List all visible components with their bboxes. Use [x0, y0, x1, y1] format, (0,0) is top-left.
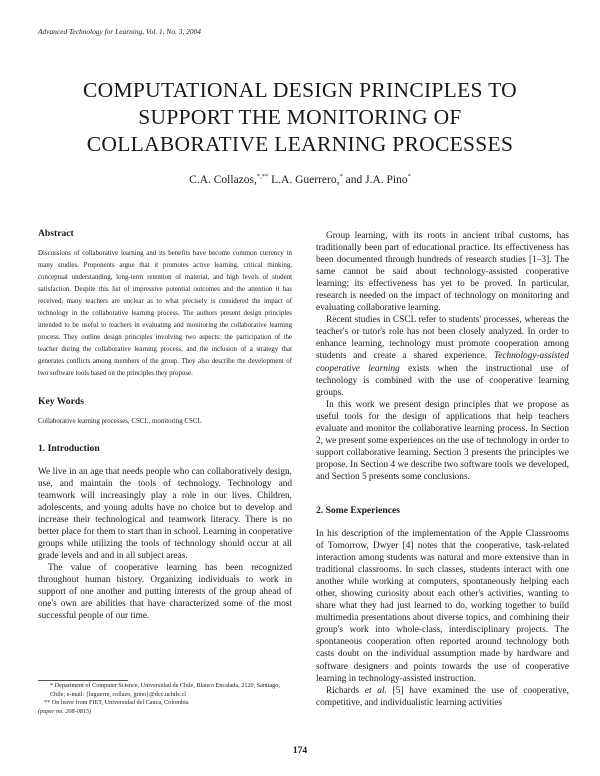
footnote-rule: [38, 680, 128, 681]
introduction-heading: 1. Introduction: [38, 442, 100, 454]
intro-paragraph: The value of cooperative learning has been recognized throughout human history. Organizing individuals to work in support of one another and putting interests of the group ahead of one's own are abilities that have characterized some of the most successful people of our time.: [38, 562, 292, 622]
emphasis-term: et al.: [364, 685, 387, 696]
footnotes: [38, 682, 292, 716]
footnote-leave: ** On leave from FIET, Universidad del Cauca, Colombia: [44, 699, 189, 707]
body-paragraph: Recent studies in CSCL refer to students' processes, whereas the teacher's or tutor's role has not been closely analyzed. In order to enhance learning, technology must promote cooperation among students and create a shared experience. Technology-assisted cooperative learning exists when the instructional use of technology is combined with the use of cooperative learning groups.: [316, 315, 569, 398]
author-name: L.A. Guerrero,: [268, 173, 340, 186]
author-name: and J.A. Pino: [342, 173, 408, 186]
author-affiliation-mark: *: [407, 173, 411, 180]
title-line: SUPPORT THE MONITORING OF: [138, 105, 462, 129]
body-paragraph: Richards et al. [5] have examined the use of cooperative, competitive, and individualistic learning activities: [316, 685, 570, 708]
footnote-mark: **: [44, 699, 51, 707]
footnote-mark: *: [50, 682, 54, 689]
abstract-heading: Abstract: [38, 228, 74, 239]
footnote-affiliation: * Department of Computer Science, Universidad de Chile, Blanco Encalada, 2120, Santiago, Chile; e-mail: {luguerre, collazo, jpino}@dcc.uchile.cl: [50, 682, 280, 698]
right-column: [316, 230, 569, 709]
keywords-text: Collaborative learning processes, CSCL, monitoring CSCL: [38, 417, 202, 425]
body-paragraph: In this work we present design principles that we propose as useful tools for the design of applications that help teachers evaluate and monitor the collaborative learning process. In Section 2, we present some experiences on the use of technology in order to support collaborative learning. Section 3 presents the principles we propose. In Section 4 we describe two software tools we developed, and Section 5 presents some conclusions.: [316, 399, 569, 482]
body-paragraph: Group learning, with its roots in ancient tribal customs, has traditionally been part of educational practice. Its effectiveness has been documented through hundreds of research studies [1–3]. The same cannot be said about technology-assisted cooperative learning; its effectiveness has yet to be proved. In particular, research is needed on the impact of technology on monitoring and evaluating collaborative learning.: [316, 231, 569, 314]
author-affiliation-mark: *,**: [256, 173, 269, 180]
paper-title: [40, 77, 560, 158]
title-line: COLLABORATIVE LEARNING PROCESSES: [86, 132, 514, 156]
author-list: [40, 173, 560, 186]
author-name: C.A. Collazos,: [189, 173, 257, 186]
author-affiliation-mark: *: [339, 173, 343, 180]
body-paragraph: In his description of the implementation of the Apple Classrooms of Tomorrow, Dwyer [4] notes that the cooperative, task-related interaction among students was natural and more extensive than in traditional classrooms. In such classes, students interact with one another while working at computers, spontaneously helping each other, showing curiosity about each other's activities, wanting to share what they had just learned to do, working together to build multimedia presentations about diverse topics, and combining their group's work into whole-class, interdisciplinary projects. The spontaneous cooperation often reported around technology both casts doubt on the individual assumption made by hardware and software designers and points towards the use of cooperative learning in technology-assisted instruction.: [316, 528, 569, 684]
page-number: 174: [292, 746, 308, 756]
abstract-text: Discussions of collaborative learning and its benefits have become common currency in many studies. Proponents argue that it promotes active learning, critical thinking, conceptual understanding, long-term retention of material, and high levels of student satisfaction. Despite this list of impressive potential outcomes and the attention it has received, many teachers are unclear as to what precisely is considered the impact of technology in the collaborative learning process. The authors present design principles intended to be useful to teachers in evaluating and monitoring the collaborative learning process. They outline design principles involving two aspects: the participation of the teacher during the collaborative learning process, and the inclusion of a strategy that generates conflicts among members of the group. They also describe the development of two software tools based on the principles they propose.: [38, 250, 292, 378]
emphasis-term: Technology-assisted cooperative learning: [316, 351, 569, 374]
paper-number: (paper no. 208-0815): [38, 707, 92, 715]
running-head: Advanced Technology for Learning, Vol. 1, No. 3, 2004: [38, 27, 201, 36]
section-2-heading: 2. Some Experiences: [316, 504, 400, 516]
keywords-heading: Key Words: [38, 395, 84, 407]
left-column: [38, 228, 292, 622]
intro-paragraph: We live in an age that needs people who can collaboratively design, use, and maintain the tools of technology. Technology and teamwork will increasingly play a role in our lives. Children, adolescents, and young adults have no choice but to develop and increase their technological and teamwork literacy. There is no better place for them to start than in school. Learning in cooperative groups while utilizing the tools of technology should occur at all grade levels and and in all subject areas.: [38, 466, 292, 561]
title-line: COMPUTATIONAL DESIGN PRINCIPLES TO: [83, 78, 517, 102]
